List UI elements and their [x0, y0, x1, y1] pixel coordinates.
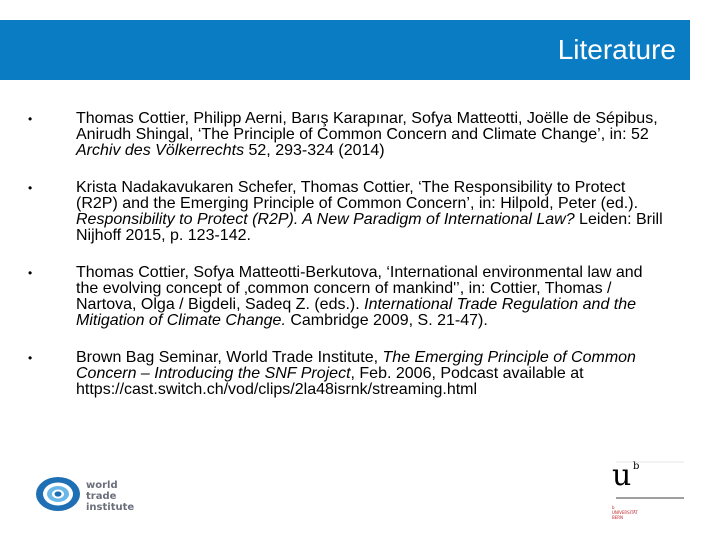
reference-italic: Archiv des Völkerrechts	[76, 142, 245, 159]
unibe-logo-text	[612, 505, 638, 520]
bullet: •	[28, 181, 33, 195]
wti-line: institute	[86, 502, 135, 513]
wti-line: trade	[86, 491, 117, 502]
reference-italic: The Emerging Principle of Common Concern – Introducing the SNF Project	[76, 349, 636, 382]
reference-italic: International Trade Regulation and the Mitigation of Climate Change.	[76, 296, 637, 329]
wti-line: world	[86, 480, 118, 491]
reference-text: 52, 293-324 (2014)	[244, 142, 385, 159]
reference-text: Brown Bag Seminar, World Trade Institute,	[76, 349, 383, 366]
unibe-line: b	[612, 505, 615, 510]
bullet: •	[28, 351, 33, 365]
reference-item	[28, 350, 668, 398]
slide-title: Literature	[557, 34, 676, 65]
reference-text: Krista Nadakavukaren Schefer, Thomas Cottier, ‘The Responsibility to Protect (R2P) and the Emerging Principle of Common Concern’, in: Hilpold, Peter (ed.).	[76, 179, 639, 212]
header-bar	[0, 20, 690, 80]
unibe-logo-u: u	[612, 458, 632, 493]
reference-text: Thomas Cottier, Philipp Aerni, Barış Karapınar, Sofya Matteotti, Joëlle de Sépibus, Anirudh Shingal, ‘The Principle of Common Concern and Climate Change’, in: 52	[76, 110, 658, 143]
unibe-line: BERN	[612, 515, 624, 520]
unibe-line: UNIVERSITÄT	[612, 510, 638, 515]
unibe-logo-b: b	[633, 461, 640, 472]
reference-text: Thomas Cottier, Sofya Matteotti-Berkutova, ‘International environmental law and the evolving concept of ‚common concern of mankind'’, in: Cottier, Thomas / Nartova, Olga / Bigdeli, Sadeq Z. (eds.).	[76, 264, 643, 313]
wti-logo-text	[86, 480, 134, 513]
reference-list	[28, 111, 668, 419]
reference-text: , Feb. 2006, Podcast available at https://cast.switch.ch/vod/clips/2la48isrnk/streaming.html	[76, 365, 584, 398]
reference-text: Leiden: Brill Nijhoff 2015, p. 123-142.	[76, 211, 663, 244]
bullet: •	[28, 112, 33, 126]
reference-text: Cambridge 2009, S. 21-47).	[285, 312, 488, 329]
reference-italic: Responsibility to Protect (R2P). A New Paradigm of International Law?	[76, 211, 575, 228]
reference-item	[28, 111, 668, 159]
reference-item	[28, 265, 668, 329]
bullet: •	[28, 266, 33, 280]
reference-item	[28, 180, 668, 244]
